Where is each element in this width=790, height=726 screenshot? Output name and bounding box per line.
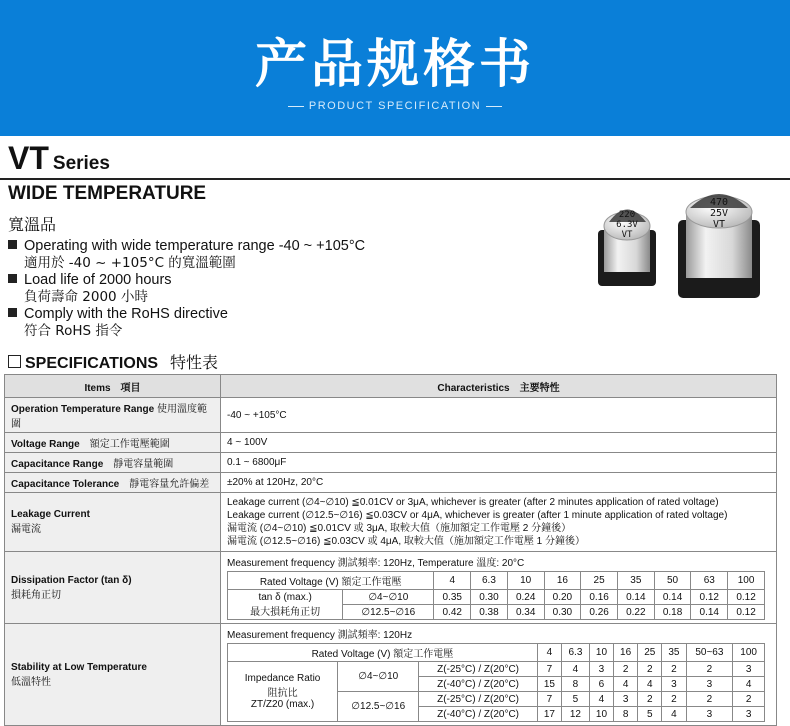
impedance-label-en: Impedance Ratio — [244, 673, 321, 684]
spec-heading-cn: 特性表 — [170, 353, 219, 372]
capacitor-series: VT — [712, 219, 726, 230]
voltage-cell: 25 — [638, 644, 662, 662]
header-banner — [0, 0, 790, 136]
ratio-value: 8 — [562, 677, 590, 692]
leakage-line: 漏電流 (∅12.5~∅16) ≦0.03CV 或 4μA, 取較大值（施加額定工作電壓 1 分鐘後） — [227, 536, 586, 547]
ratio-value: 4 — [614, 677, 638, 692]
tan-label-cn: 最大損耗角正切 — [250, 606, 321, 618]
label-cn: 使用溫度範圍 — [11, 404, 207, 430]
row-value — [221, 552, 777, 624]
capacitor-small — [598, 210, 656, 287]
table-header-row — [5, 375, 777, 398]
tan-value: 0.26 — [581, 605, 618, 620]
label-cn: 損耗角正切 — [11, 589, 61, 601]
series-name — [8, 140, 110, 177]
bullet-icon — [8, 274, 17, 283]
tan-value: 0.16 — [581, 590, 618, 605]
voltage-cell: 10 — [507, 572, 544, 590]
table-row — [5, 493, 777, 552]
impedance-label-ratio: ZT/Z20 (max.) — [250, 699, 315, 710]
tan-value: 0.20 — [544, 590, 581, 605]
ratio-value: 15 — [537, 677, 561, 692]
document-title: 产品规格书 — [254, 35, 535, 95]
ratio-value: 2 — [638, 692, 662, 707]
series-label: Series — [52, 153, 110, 174]
table-row — [5, 398, 777, 433]
tan-value: 0.14 — [654, 590, 691, 605]
voltage-cell: 6.3 — [562, 644, 590, 662]
voltage-cell: 100 — [733, 644, 765, 662]
voltage-cell: 4 — [537, 644, 561, 662]
ratio-value: 2 — [733, 692, 765, 707]
specifications-heading — [8, 350, 218, 373]
series-code: VT — [8, 140, 49, 176]
ratio-value: 7 — [537, 692, 561, 707]
capacitor-value: 470 — [709, 197, 729, 208]
ratio-value: 2 — [614, 662, 638, 677]
tan-value: 0.30 — [544, 605, 581, 620]
tan-label — [228, 590, 343, 620]
ratio-value: 12 — [562, 707, 590, 722]
label-en: Dissipation Factor (tan δ) — [11, 574, 132, 586]
voltage-header-row — [228, 644, 765, 662]
feature-en: Load life of 2000 hours — [24, 272, 172, 288]
feature-cn: 負荷壽命 2000 小時 — [24, 289, 148, 305]
tan-value: 0.12 — [691, 590, 728, 605]
tan-value: 0.24 — [507, 590, 544, 605]
tan-value: 0.30 — [471, 590, 508, 605]
voltage-cell: 35 — [617, 572, 654, 590]
section-title: WIDE TEMPERATURE — [8, 183, 207, 204]
tan-label-en: tan δ (max.) — [258, 591, 312, 603]
size-cell: ∅12.5~∅16 — [343, 605, 434, 620]
voltage-cell: 50 — [654, 572, 691, 590]
size-cell: ∅4~∅10 — [343, 590, 434, 605]
document-subtitle — [0, 100, 790, 112]
table-row — [5, 552, 777, 624]
row-label — [5, 473, 221, 493]
row-label — [5, 552, 221, 624]
rated-voltage-header: Rated Voltage (V) 額定工作電壓 — [228, 644, 538, 662]
label-en: Leakage Current — [11, 509, 90, 520]
size-cell: ∅12.5~∅16 — [338, 692, 419, 722]
row-label — [5, 398, 221, 433]
feature-item — [8, 306, 365, 340]
impedance-row — [228, 662, 765, 677]
dissipation-table — [227, 571, 765, 620]
label-en: Capacitance Range — [11, 459, 104, 470]
specifications-table — [4, 374, 777, 726]
row-value: 4 ~ 100V — [221, 433, 777, 453]
ratio-value: 4 — [733, 677, 765, 692]
ratio-value: 4 — [662, 707, 686, 722]
feature-cn: 適用於 -40 ~ +105°C 的寬溫範圍 — [24, 255, 236, 271]
label-cn: 靜電容量允許偏差 — [129, 479, 210, 490]
tan-value: 0.35 — [434, 590, 471, 605]
voltage-cell: 4 — [434, 572, 471, 590]
label-en: Stability at Low Temperature — [11, 661, 147, 673]
tan-value: 0.42 — [434, 605, 471, 620]
ratio-value: 7 — [537, 662, 561, 677]
tan-value: 0.18 — [654, 605, 691, 620]
tan-value: 0.22 — [617, 605, 654, 620]
voltage-cell: 6.3 — [471, 572, 508, 590]
rated-voltage-header: Rated Voltage (V) 額定工作電壓 — [228, 572, 434, 590]
bullet-icon — [8, 308, 17, 317]
label-cn: 低溫特性 — [11, 676, 51, 688]
row-value: 0.1 ~ 6800μF — [221, 453, 777, 473]
label-en: Operation Temperature Range — [11, 404, 155, 415]
label-cn: 靜電容量範圍 — [113, 459, 174, 470]
ratio-value: 2 — [686, 692, 733, 707]
ratio-value: 5 — [638, 707, 662, 722]
ratio-value: 3 — [662, 677, 686, 692]
divider — [0, 178, 790, 180]
ratio-value: 10 — [589, 707, 613, 722]
leakage-line: Leakage current (∅4~∅10) ≦0.01CV or 3μA, whichever is greater (after 2 minutes application of rated voltage) — [227, 497, 719, 508]
tan-value: 0.34 — [507, 605, 544, 620]
section-title-cn: 寬溫品 — [8, 215, 57, 234]
ratio-value: 2 — [662, 692, 686, 707]
stability-table — [227, 643, 765, 722]
feature-list — [8, 238, 365, 340]
leakage-line: Leakage current (∅12.5~∅16) ≦0.03CV or 4μA, whichever is greater (after 1 minute application of rated voltage) — [227, 510, 728, 521]
tan-value: 0.14 — [691, 605, 728, 620]
label-en: Capacitance Tolerance — [11, 479, 120, 490]
feature-item — [8, 238, 365, 272]
capacitor-large — [678, 194, 760, 298]
condition-cell: Z(-40°C) / Z(20°C) — [419, 707, 538, 722]
spec-heading-en: SPECIFICATIONS — [25, 355, 159, 372]
subtitle-text: PRODUCT SPECIFICATION — [308, 100, 482, 112]
row-value — [221, 624, 777, 726]
dissipation-measurement: Measurement frequency 測試頻率: 120Hz, Temperature 溫度: 20°C — [227, 558, 525, 569]
tan-value: 0.14 — [617, 590, 654, 605]
label-cn: 額定工作電壓範圍 — [89, 439, 170, 450]
checkbox-icon — [8, 355, 21, 368]
ratio-value: 2 — [638, 662, 662, 677]
row-label — [5, 493, 221, 552]
table-row — [5, 473, 777, 493]
ratio-value: 3 — [733, 707, 765, 722]
bullet-icon — [8, 240, 17, 249]
tan-value: 0.12 — [728, 590, 765, 605]
ratio-value: 6 — [589, 677, 613, 692]
ratio-value: 2 — [662, 662, 686, 677]
ratio-value: 4 — [589, 692, 613, 707]
tan-row — [228, 590, 765, 605]
label-cn: 漏電流 — [11, 524, 41, 535]
ratio-value: 17 — [537, 707, 561, 722]
capacitor-voltage: 25V — [709, 208, 729, 219]
condition-cell: Z(-40°C) / Z(20°C) — [419, 677, 538, 692]
ratio-value: 3 — [733, 662, 765, 677]
header-characteristics: Characteristics 主要特性 — [221, 375, 777, 398]
voltage-cell: 63 — [691, 572, 728, 590]
subtitle-line-left — [288, 106, 304, 107]
feature-en: Comply with the RoHS directive — [24, 306, 228, 322]
capacitor-voltage: 6.3V — [616, 220, 638, 230]
condition-cell: Z(-25°C) / Z(20°C) — [419, 662, 538, 677]
stability-measurement: Measurement frequency 測試頻率: 120Hz — [227, 630, 413, 641]
capacitor-series: VT — [621, 230, 633, 240]
feature-cn: 符合 RoHS 指令 — [24, 323, 123, 339]
condition-cell: Z(-25°C) / Z(20°C) — [419, 692, 538, 707]
ratio-value: 3 — [614, 692, 638, 707]
tan-value: 0.12 — [728, 605, 765, 620]
voltage-cell: 100 — [728, 572, 765, 590]
row-value: -40 ~ +105°C — [221, 398, 777, 433]
capacitor-photo — [590, 192, 770, 304]
row-value — [221, 493, 777, 552]
subtitle-line-right — [486, 106, 502, 107]
voltage-cell: 35 — [662, 644, 686, 662]
ratio-value: 8 — [614, 707, 638, 722]
voltage-header-row — [228, 572, 765, 590]
ratio-value: 3 — [686, 707, 733, 722]
voltage-cell: 10 — [589, 644, 613, 662]
table-row — [5, 453, 777, 473]
voltage-cell: 50~63 — [686, 644, 733, 662]
row-value: ±20% at 120Hz, 20°C — [221, 473, 777, 493]
feature-item — [8, 272, 365, 306]
ratio-value: 4 — [638, 677, 662, 692]
impedance-label-cn: 阻抗比 — [267, 688, 298, 699]
impedance-label — [228, 662, 338, 722]
ratio-value: 2 — [686, 662, 733, 677]
size-cell: ∅4~∅10 — [338, 662, 419, 692]
voltage-cell: 16 — [544, 572, 581, 590]
leakage-line: 漏電流 (∅4~∅10) ≦0.01CV 或 3μA, 取較大值（施加額定工作電壓 2 分鐘後） — [227, 523, 572, 534]
label-en: Voltage Range — [11, 439, 80, 450]
table-row — [5, 624, 777, 726]
header-items: Items 項目 — [5, 375, 221, 398]
voltage-cell: 25 — [581, 572, 618, 590]
table-row — [5, 433, 777, 453]
row-label — [5, 433, 221, 453]
capacitor-value: 220 — [618, 210, 636, 220]
tan-value: 0.38 — [471, 605, 508, 620]
ratio-value: 3 — [686, 677, 733, 692]
row-label — [5, 624, 221, 726]
ratio-value: 4 — [562, 662, 590, 677]
ratio-value: 5 — [562, 692, 590, 707]
feature-en: Operating with wide temperature range -40 ~ +105°C — [24, 238, 366, 254]
row-label — [5, 453, 221, 473]
ratio-value: 3 — [589, 662, 613, 677]
voltage-cell: 16 — [614, 644, 638, 662]
